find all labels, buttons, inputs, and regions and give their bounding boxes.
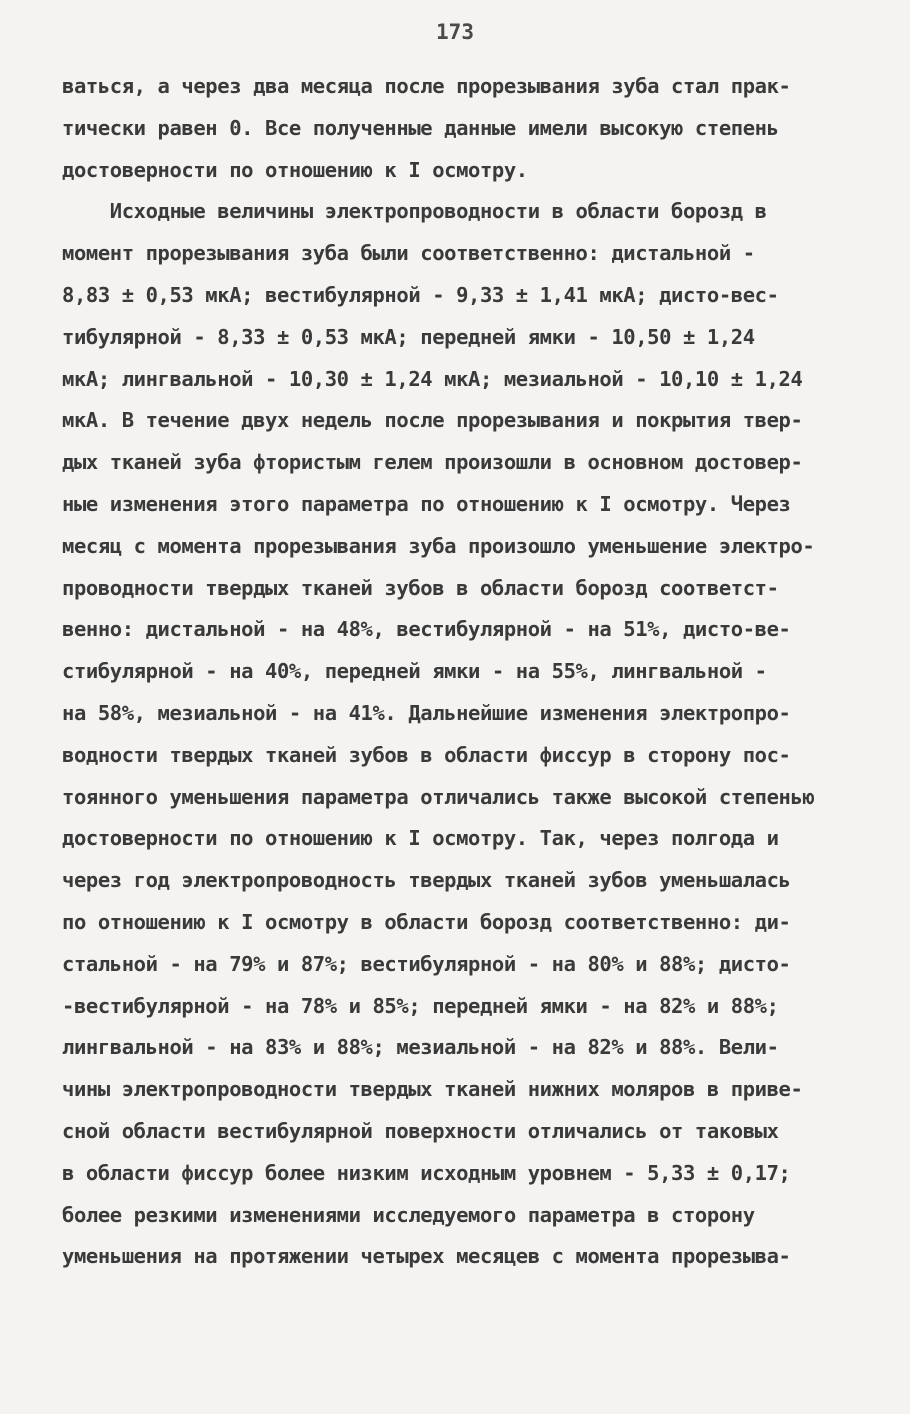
text-line: момент прорезывания зуба были соответственно: дистальной -: [62, 241, 755, 266]
text-line: более резкими изменениями исследуемого параметра в сторону: [62, 1202, 755, 1227]
text-line: -вестибулярной - на 78% и 85%; передней ямки - на 82% и 88%;: [62, 993, 779, 1018]
text-line: лингвальной - на 83% и 88%; мезиальной - на 82% и 88%. Вели-: [62, 1035, 779, 1060]
text-line: ваться, а через два месяца после прорезывания зуба стал прак-: [62, 74, 791, 98]
text-line: тибулярной - 8,33 ± 0,53 мкА; передней ямки - 10,50 ± 1,24: [62, 324, 755, 349]
text-line: на 58%, мезиальной - на 41%. Дальнейшие изменения электропро-: [62, 700, 791, 725]
text-line: уменьшения на протяжении четырех месяцев с момента прорезыва-: [62, 1244, 791, 1269]
text-line: через год электропроводность твердых тканей зубов уменьшалась: [62, 868, 791, 893]
text-line: проводности твердых тканей зубов в области борозд соответст-: [62, 575, 779, 600]
text-line: достоверности по отношению к I осмотру.: [62, 157, 528, 182]
text-line: сной области вестибулярной поверхности отличались от таковых: [62, 1118, 779, 1143]
text-line: чины электропроводности твердых тканей нижних моляров в приве-: [62, 1077, 803, 1102]
text-line: месяц с момента прорезывания зуба произошло уменьшение электро-: [62, 533, 815, 558]
text-line: в области фиссур более низким исходным уровнем - 5,33 ± 0,17;: [62, 1160, 791, 1185]
text-line: мкА. В течение двух недель после прорезывания и покрытия твер-: [62, 408, 803, 433]
text-line: водности твердых тканей зубов в области фиссур в сторону пос-: [62, 742, 791, 767]
text-line: 8,83 ± 0,53 мкА; вестибулярной - 9,33 ± 1,41 мкА; дисто-вес-: [62, 282, 779, 307]
text-line: тически равен 0. Все полученные данные имели высокую степень: [62, 115, 779, 140]
text-line: Исходные величины электропроводности в области борозд в: [62, 199, 767, 224]
text-line: достоверности по отношению к I осмотру. Так, через полгода и: [62, 826, 779, 851]
text-line: по отношению к I осмотру в области борозд соответственно: ди-: [62, 909, 791, 934]
text-line: стибулярной - на 40%, передней ямки - на 55%, лингвальной -: [62, 659, 767, 684]
text-line: дых тканей зуба фтористым гелем произошли в основном достовер-: [62, 450, 803, 475]
body-text: [62, 66, 862, 1278]
text-line: венно: дистальной - на 48%, вестибулярной - на 51%, дисто-ве-: [62, 617, 791, 642]
text-line: ные изменения этого параметра по отношению к I осмотру. Через: [62, 491, 791, 516]
text-line: тоянного уменьшения параметра отличались также высокой степенью: [62, 784, 815, 809]
page-number: 173: [436, 20, 474, 44]
text-line: мкА; лингвальной - 10,30 ± 1,24 мкА; мезиальной - 10,10 ± 1,24: [62, 366, 803, 391]
text-line: стальной - на 79% и 87%; вестибулярной - на 80% и 88%; дисто-: [62, 951, 791, 976]
